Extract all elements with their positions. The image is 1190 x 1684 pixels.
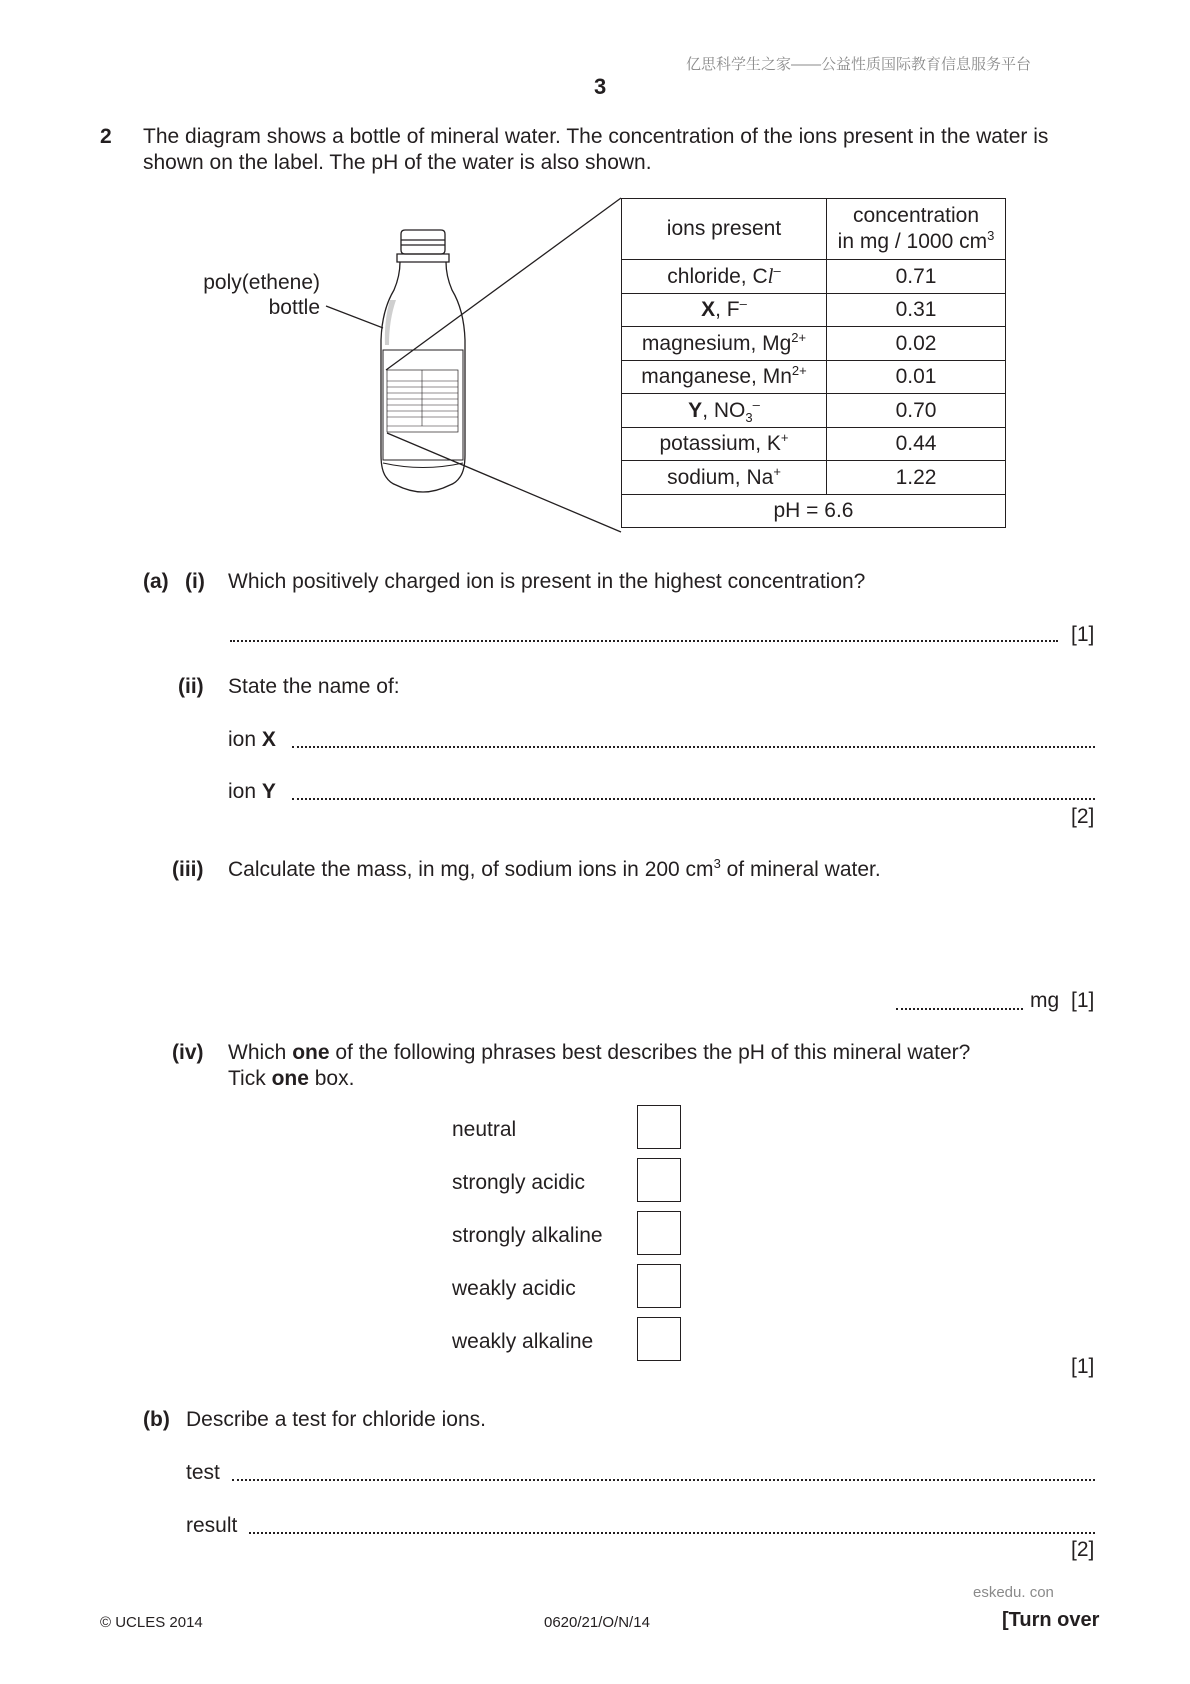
bottle-body [381,262,465,492]
answer-line-test[interactable] [232,1479,1095,1481]
part-a-iv-label: (iv) [172,1041,204,1064]
ion-name-cell [622,327,827,361]
ion-y-label [228,779,276,804]
bottle-label-line1: poly(ethene) [203,271,320,294]
ion-charge: 2+ [791,363,807,379]
table-row [622,394,1006,428]
part-a-ii-text: State the name of: [228,675,400,698]
iii-text-end: of mineral water. [720,858,881,881]
zoom-line-top [386,198,621,370]
mark-a-i: [1] [1071,623,1095,646]
iv-text-b: of the following phrases best describes the pH of this mineral water? [329,1041,971,1064]
bottle-cap [401,230,445,254]
option-label: neutral [452,1118,517,1141]
question-intro-line2: shown on the label. The pH of the water is also shown. [143,151,652,174]
table-row [622,360,1006,394]
part-b-label: (b) [143,1408,170,1431]
header-concentration [827,199,1006,260]
ion-x-label [228,727,276,752]
ion-concentration-table [621,198,1006,528]
part-a-i-label: (i) [185,570,205,593]
mark-a-ii: [2] [1071,805,1095,828]
ion-name: chloride, C [667,264,768,288]
tickbox-strongly-alkaline[interactable] [637,1211,681,1255]
answer-line-ion-y[interactable] [292,798,1095,800]
footer-site: eskedu. con [973,1584,1054,1601]
bottle-leader-line [326,306,383,328]
ion-letter: X [701,298,716,322]
answer-line-a-iii[interactable] [896,1008,1023,1010]
ion-charge: 2+ [791,329,807,345]
ion-name: manganese, Mn [641,365,792,389]
question-intro-line1: The diagram shows a bottle of mineral water. The concentration of the ions present in the water is [143,125,1049,148]
option-label: strongly alkaline [452,1224,603,1247]
ion-subscript: 3 [745,409,753,425]
ion-value-cell: 0.70 [827,394,1006,428]
ion-name-italic: l [767,263,774,288]
ion-charge: + [780,430,789,446]
table-row [622,293,1006,327]
part-a-iv-text [228,1040,970,1065]
ion-value-cell: 0.71 [827,260,1006,294]
iv-tick-a: Tick [228,1067,272,1090]
ion-y-letter: Y [261,780,276,803]
iii-text: Calculate the mass, in mg, of sodium ions in 200 cm [228,858,714,881]
iv-tick-b: box. [308,1067,355,1090]
answer-line-ion-x[interactable] [292,746,1095,748]
ion-name: sodium, Na [667,465,774,489]
ion-name: potassium, K [659,432,781,456]
result-label: result [186,1514,238,1537]
ph-cell: pH = 6.6 [622,494,1006,528]
table-row [622,427,1006,461]
question-number: 2 [100,125,112,148]
header-conc-line2: in mg / 1000 cm [837,230,988,253]
ion-name: magnesium, Mg [641,331,792,355]
bottle-diagram [0,0,1190,560]
ion-name-cell [622,293,827,327]
ion-value-cell: 0.01 [827,360,1006,394]
table-row [622,461,1006,495]
footer-turn-over: [Turn over [1002,1609,1100,1631]
footer-copyright: © UCLES 2014 [100,1614,203,1631]
part-b-text: Describe a test for chloride ions. [186,1408,486,1431]
table-header-row [622,199,1006,260]
option-label: weakly alkaline [452,1330,594,1353]
part-a-i-text: Which positively charged ion is present in the highest concentration? [228,570,866,593]
ion-word: ion [228,728,257,751]
header-watermark: 亿思科学生之家——公益性质国际教育信息服务平台 [686,56,1032,73]
option-label: weakly acidic [452,1277,576,1300]
ion-name: , F [715,298,740,322]
answer-line-result[interactable] [249,1532,1095,1534]
ion-name-cell [622,461,827,495]
table-row [622,260,1006,294]
iii-sup: 3 [713,856,721,871]
tickbox-neutral[interactable] [637,1105,681,1149]
iv-text-a: Which [228,1041,293,1064]
ion-charge: + [773,463,781,479]
tickbox-weakly-alkaline[interactable] [637,1317,681,1361]
ion-x-letter: X [261,728,276,751]
tickbox-weakly-acidic[interactable] [637,1264,681,1308]
tickbox-strongly-acidic[interactable] [637,1158,681,1202]
footer-code: 0620/21/O/N/14 [544,1614,650,1631]
ion-charge: – [773,262,781,278]
ion-letter: Y [688,398,703,422]
ion-charge: – [752,396,760,412]
zoom-line-bottom [387,433,621,532]
page-number: 3 [594,74,607,99]
table-row [622,327,1006,361]
ion-value-cell: 0.02 [827,327,1006,361]
mark-b: [2] [1071,1538,1095,1561]
part-a-iv-tick [228,1066,354,1091]
ion-charge: – [739,296,747,312]
ion-name-cell [622,360,827,394]
ion-name: , NO [702,398,746,422]
mark-a-iv: [1] [1071,1355,1095,1378]
iv-text-bold: one [292,1041,330,1064]
ion-value-cell: 0.31 [827,293,1006,327]
ion-word: ion [228,780,257,803]
ion-name-cell [622,260,827,294]
ion-name-cell [622,427,827,461]
test-label: test [186,1461,220,1484]
part-a-iii-label: (iii) [172,858,204,881]
ion-value-cell: 0.44 [827,427,1006,461]
ion-name-cell [622,394,827,428]
header-ions-present: ions present [622,199,827,260]
header-conc-line1: concentration [852,203,980,227]
ph-row [622,494,1006,528]
option-label: strongly acidic [452,1171,586,1194]
part-a-iii-text [228,857,881,882]
unit-mg: mg [1030,989,1060,1012]
part-a-ii-label: (ii) [178,675,204,698]
mark-a-iii: [1] [1071,989,1095,1012]
iv-tick-bold: one [271,1067,309,1090]
header-conc-sup: 3 [987,228,995,243]
bottle-label-line2: bottle [268,296,320,320]
part-a-label: (a) [143,570,169,593]
answer-line-a-i[interactable] [230,640,1058,642]
ion-value-cell: 1.22 [827,461,1006,495]
